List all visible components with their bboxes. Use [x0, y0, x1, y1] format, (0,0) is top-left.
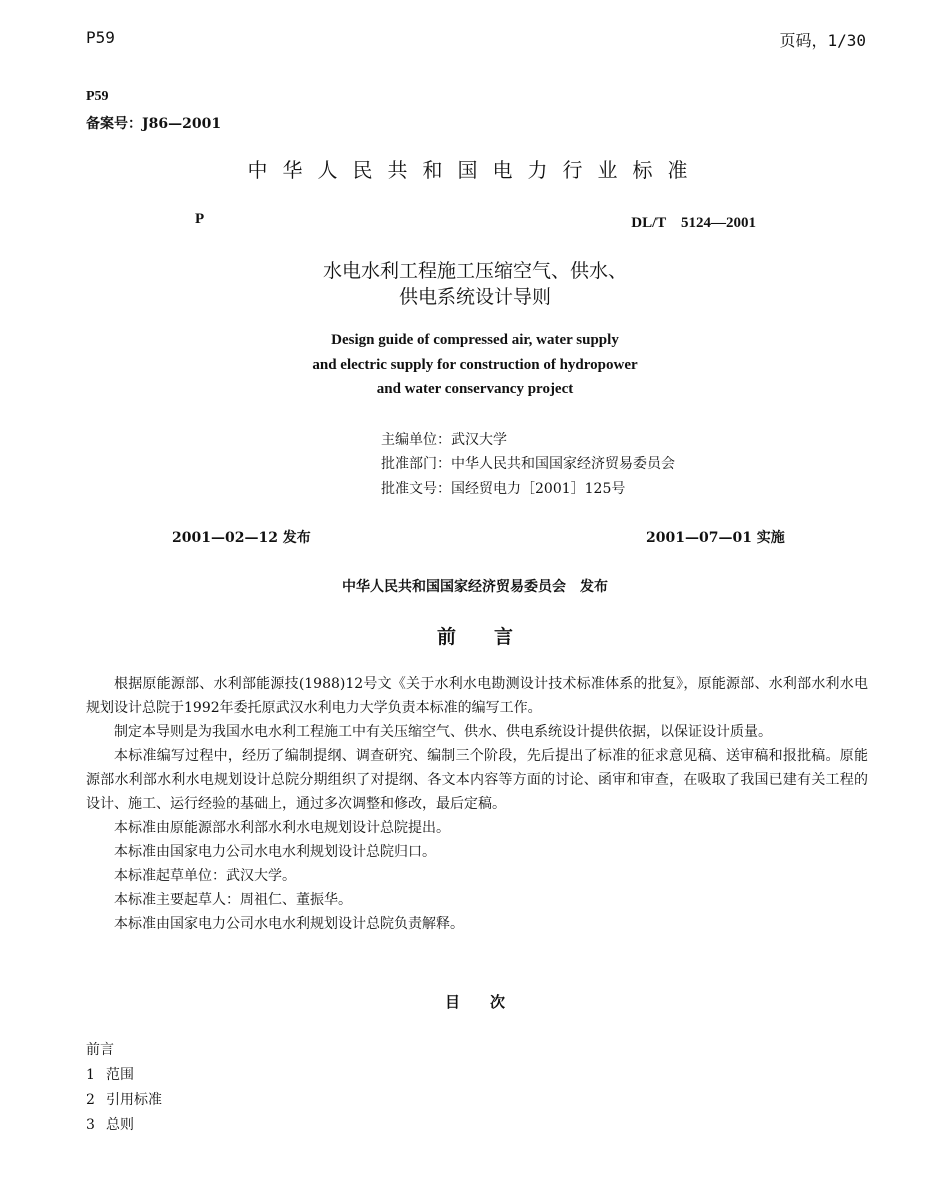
toc-item-number: 3 [86, 1117, 95, 1133]
approval-document-number: 批准文号：国经贸电力［2001］125号 [381, 481, 626, 497]
preface-paragraph: 本标准编写过程中，经历了编制提纲、调查研究、编制三个阶段，先后提出了标准的征求意见稿、送审稿和报批稿。原能源部水利部水利水电规划设计总院分期组织了对提纲、各文本内容等方面的讨论、函审和审查，在吸取了我国已建有关工程的设计、施工、运行经验的基础上，通过多次调整和修改，最后定稿。 [86, 748, 868, 812]
table-of-contents [86, 1038, 162, 1138]
page-number: 页码，1/30 [779, 31, 866, 50]
preface-paragraph: 本标准由原能源部水利部水利水电规划设计总院提出。 [114, 820, 450, 836]
standard-title: 中华人民共和国电力行业标准 [247, 158, 703, 182]
preface-paragraph: 本标准起草单位：武汉大学。 [114, 868, 296, 884]
preface-heading: 前 言 [436, 626, 513, 648]
toc-item-preface[interactable] [86, 1038, 162, 1063]
toc-item-references[interactable] [86, 1088, 162, 1113]
toc-item-scope[interactable] [86, 1063, 162, 1088]
preface-paragraph: 根据原能源部、水利部能源技(1988)12号文《关于水利水电勘测设计技术标准体系的批复》，原能源部、水利部水利水电规划设计总院于1992年委托原武汉水利电力大学负责本标准的编写工作。 [86, 676, 868, 716]
toc-item-label: 总则 [106, 1117, 134, 1133]
std-number: DL/T 5124—2001 [631, 215, 756, 231]
english-title-line-3: and water conservancy project [376, 381, 574, 397]
document-title-line-2: 供电系统设计导则 [398, 286, 551, 308]
preface-paragraph: 本标准由国家电力公司水电水利规划设计总院负责解释。 [114, 916, 464, 932]
issue-date: 2001—02—12 发布 [172, 530, 311, 546]
toc-item-number: 1 [86, 1067, 95, 1083]
toc-item-number: 2 [86, 1092, 95, 1108]
document-title-line-1: 水电水利工程施工压缩空气、供水、 [322, 260, 627, 282]
classification-code: P59 [86, 89, 109, 104]
toc-item-label: 前言 [86, 1042, 114, 1058]
toc-item-label: 引用标准 [106, 1092, 162, 1108]
preface-paragraph: 本标准由国家电力公司水电水利规划设计总院归口。 [114, 844, 436, 860]
std-category: P [195, 211, 205, 227]
record-number: 备案号：J86—2001 [86, 116, 222, 132]
english-title-line-1: Design guide of compressed air, water supply [331, 332, 619, 348]
approving-department: 批准部门：中华人民共和国国家经济贸易委员会 [381, 456, 675, 472]
toc-item-general[interactable] [86, 1113, 162, 1138]
english-title-line-2: and electric supply for construction of hydropower [312, 357, 638, 373]
page-header-code: P59 [86, 28, 115, 47]
toc-item-label: 范围 [106, 1067, 134, 1083]
publisher: 中华人民共和国国家经济贸易委员会 发布 [342, 579, 608, 595]
preface-paragraph: 本标准主要起草人：周祖仁、董振华。 [114, 892, 352, 908]
preface-paragraph: 制定本导则是为我国水电水利工程施工中有关压缩空气、供水、供电系统设计提供依据，以保证设计质量。 [114, 724, 772, 740]
preface-body [86, 672, 868, 936]
effective-date: 2001—07—01 实施 [646, 530, 785, 546]
editor-unit: 主编单位：武汉大学 [381, 432, 507, 448]
toc-heading: 目 次 [444, 993, 505, 1011]
